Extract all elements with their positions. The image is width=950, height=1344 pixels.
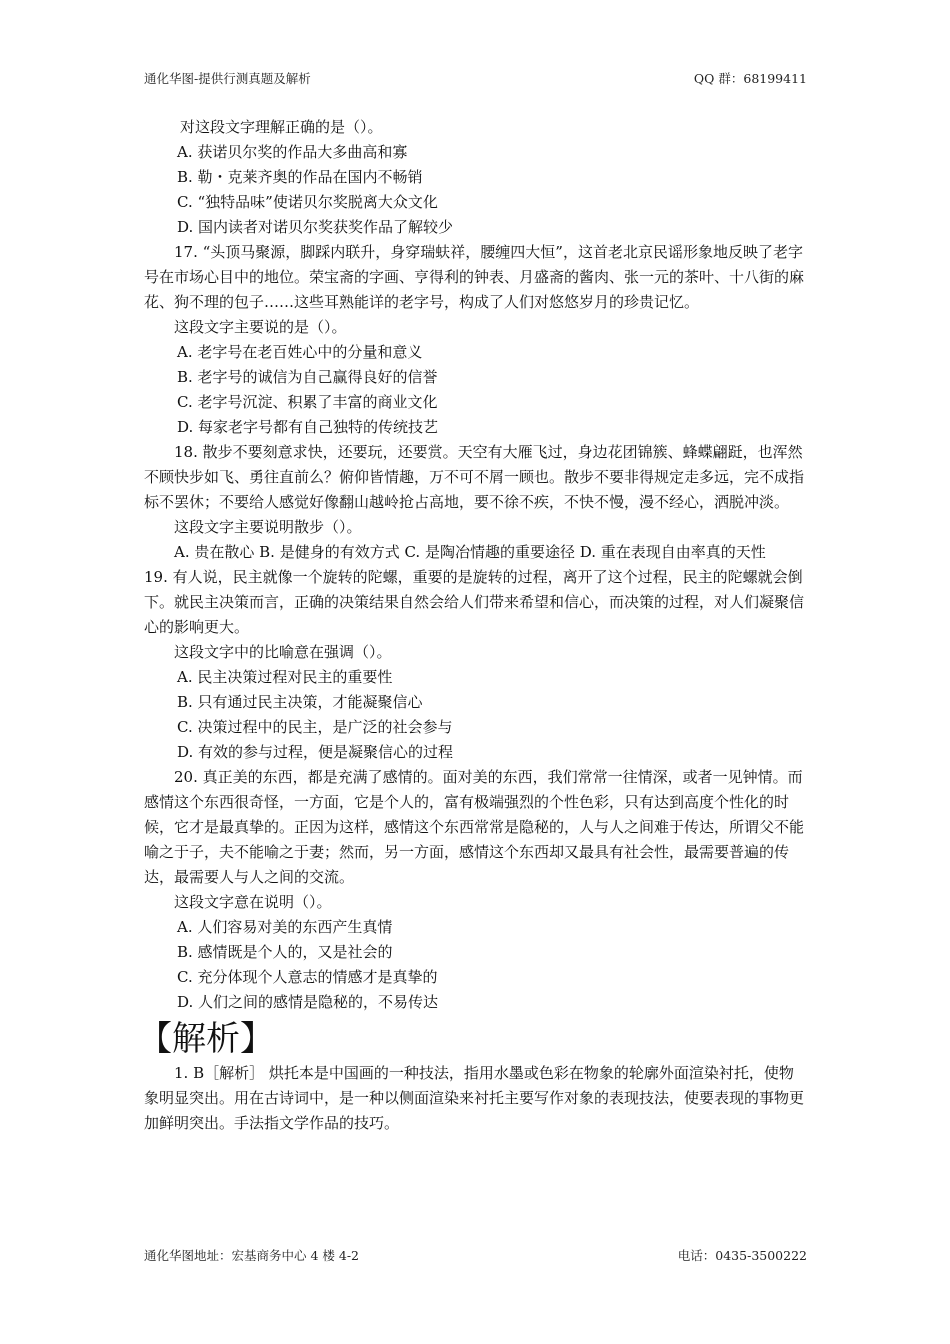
header-org: 通化华图-提供行测真题及解析	[144, 71, 311, 86]
q20-question: 这段文字意在说明（）。	[174, 893, 332, 911]
q19-option-a: A. 民主决策过程对民主的重要性	[177, 668, 393, 686]
page-header	[144, 69, 807, 87]
footer-address: 通化华图地址：宏基商务中心 4 楼 4-2	[144, 1248, 360, 1263]
q19-passage: 19. 有人说，民主就像一个旋转的陀螺，重要的是旋转的过程，离开了这个过程，民主的陀螺就会倒下。就民主决策而言，正确的决策结果自然会给人们带来希望和信心，而决策的过程，对人们凝聚信心的影响更大。	[144, 568, 805, 636]
q20-option-c: C. 充分体现个人意志的情感才是真挚的	[177, 968, 438, 986]
q17-passage: 17. “头顶马聚源，脚踩内联升，身穿瑞蚨祥，腰缠四大恒”，这首老北京民谣形象地反映了老字号在市场心目中的地位。荣宝斋的字画、亨得利的钟表、月盛斋的酱肉、张一元的茶叶、十八街的麻花、狗不理的包子……这些耳熟能详的老字号，构成了人们对悠悠岁月的珍贵记忆。	[144, 243, 805, 311]
analysis-heading: 【解析】	[138, 1019, 274, 1059]
q16-option-d: D. 国内读者对诺贝尔奖获奖作品了解较少	[177, 218, 454, 236]
q17-option-b: B. 老字号的诚信为自己赢得良好的信誉	[177, 368, 438, 386]
q17-question: 这段文字主要说的是（）。	[174, 318, 347, 336]
q16-option-b: B. 勒・克莱齐奥的作品在国内不畅销	[177, 168, 423, 186]
q19-question: 这段文字中的比喻意在强调（）。	[174, 643, 392, 661]
q19-option-b: B. 只有通过民主决策，才能凝聚信心	[177, 693, 423, 711]
q20-passage: 20. 真正美的东西，都是充满了感情的。面对美的东西，我们常常一往情深，或者一见钟情。而感情这个东西很奇怪，一方面，它是个人的，富有极端强烈的个性色彩，只有达到高度个性化的时候，它才是最真挚的。正因为这样，感情这个东西常常是隐秘的，人与人之间难于传达，所谓父不能喻之于子，夫不能喻之于妻；然而，另一方面，感情这个东西却又最具有社会性，最需要普遍的传达，最需要人与人之间的交流。	[144, 768, 805, 886]
q17-option-c: C. 老字号沉淀、积累了丰富的商业文化	[177, 393, 438, 411]
q16-option-c: C. “独特品味”使诺贝尔奖脱离大众文化	[177, 193, 438, 211]
q18-question: 这段文字主要说明散步（）。	[174, 518, 362, 536]
q19-option-c: C. 决策过程中的民主，是广泛的社会参与	[177, 718, 453, 736]
q20-option-d: D. 人们之间的感情是隐秘的，不易传达	[177, 993, 439, 1011]
page-footer	[144, 1246, 807, 1264]
analysis-item-1: 1. B［解析］ 烘托本是中国画的一种技法，指用水墨或色彩在物象的轮廓外面渲染衬托，使物象明显突出。用在古诗词中，是一种以侧面渲染来衬托主要写作对象的表现技法，使要表现的事物更加鲜明突出。手法指文学作品的技巧。	[144, 1064, 805, 1132]
q18-passage: 18. 散步不要刻意求快，还要玩，还要赏。天空有大雁飞过，身边花团锦簇、蜂蝶翩跹，也浑然不顾快步如飞、勇往直前么？俯仰皆情趣，万不可不屑一顾也。散步不要非得规定走多远，完不成指标不罢休；不要给人感觉好像翻山越岭抢占高地，要不徐不疾，不快不慢，漫不经心，洒脱冲淡。	[144, 443, 805, 511]
header-qq: QQ 群：68199411	[693, 71, 807, 86]
footer-phone: 电话：0435-3500222	[677, 1248, 807, 1263]
q20-option-b: B. 感情既是个人的，又是社会的	[177, 943, 393, 961]
q16-option-a: A. 获诺贝尔奖的作品大多曲高和寡	[177, 143, 408, 161]
q18-options: A. 贵在散心 B. 是健身的有效方式 C. 是陶冶情趣的重要途径 D. 重在表现自由率真的天性	[174, 543, 766, 561]
q17-option-d: D. 每家老字号都有自己独特的传统技艺	[177, 418, 439, 436]
q20-option-a: A. 人们容易对美的东西产生真情	[177, 918, 393, 936]
q19-option-d: D. 有效的参与过程，便是凝聚信心的过程	[177, 743, 454, 761]
document-body	[138, 115, 807, 1136]
q16-question: 对这段文字理解正确的是（）。	[180, 118, 383, 136]
q17-option-a: A. 老字号在老百姓心中的分量和意义	[177, 343, 423, 361]
